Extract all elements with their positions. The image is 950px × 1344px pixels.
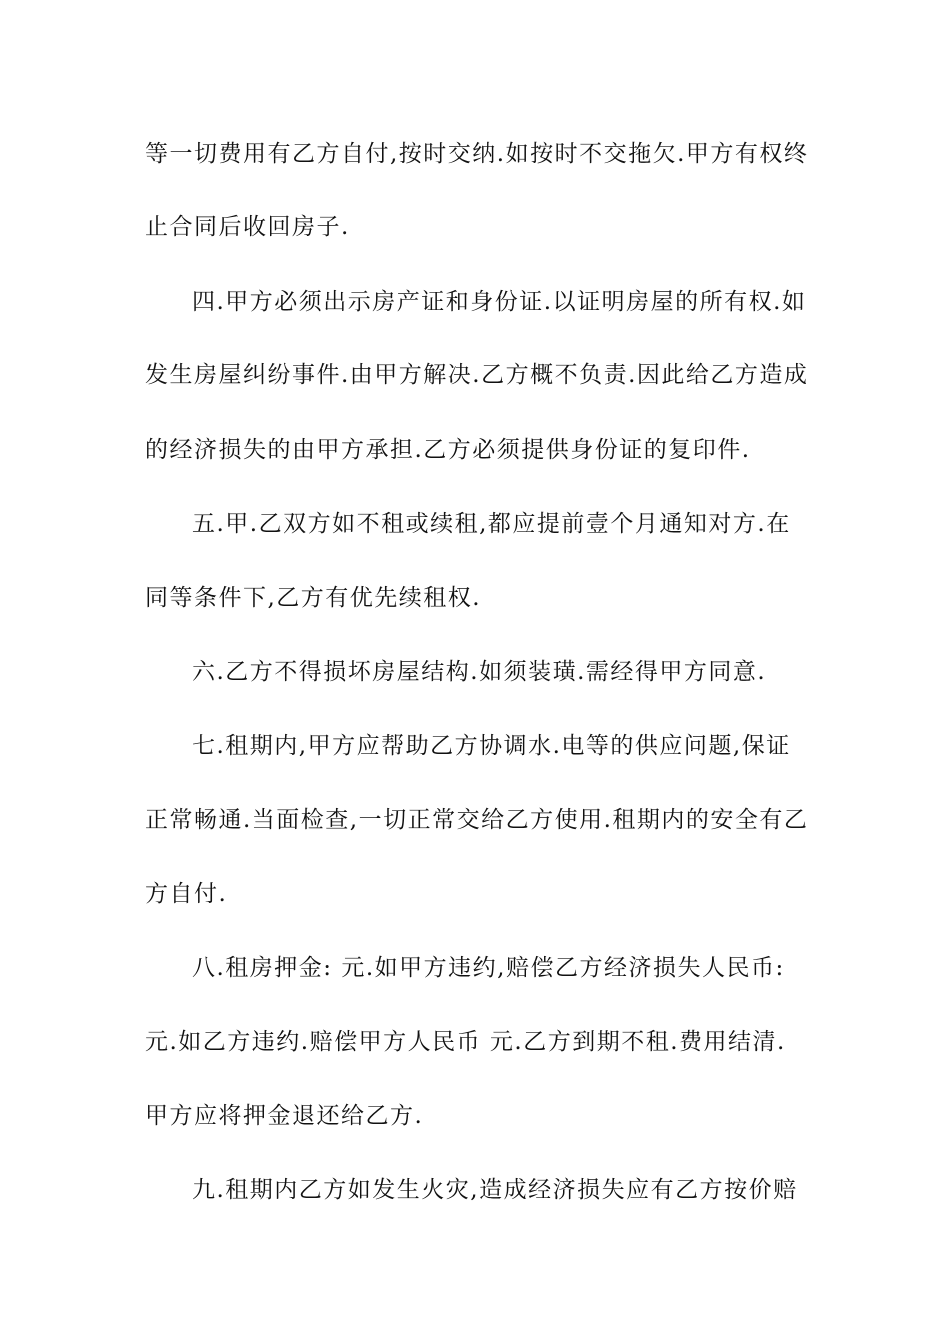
text-line: [0, 355, 950, 395]
text-line: [0, 874, 950, 914]
text-line: [0, 504, 950, 544]
line-text: 发生房屋纠纷事件.由甲方解决.乙方概不负责.因此给乙方造成: [145, 362, 809, 388]
text-line: [0, 1170, 950, 1210]
line-text: 六.乙方不得损坏房屋结构.如须装璜.需经得甲方同意.: [192, 659, 767, 685]
line-text: 同等条件下,乙方有优先续租权.: [145, 585, 482, 611]
line-text: 九.租期内乙方如发生火灾,造成经济损失应有乙方按价赔: [192, 1177, 798, 1203]
line-text: 方自付.: [145, 881, 228, 907]
text-line: [0, 948, 950, 988]
text-line: [0, 134, 950, 174]
text-line: [0, 1022, 950, 1062]
line-text: 四.甲方必须出示房产证和身份证.以证明房屋的所有权.如: [192, 289, 807, 315]
text-line: [0, 652, 950, 692]
text-line: [0, 726, 950, 766]
line-text: 正常畅通.当面检查,一切正常交给乙方使用.租期内的安全有乙: [145, 807, 809, 833]
line-text: 止合同后收回房子.: [145, 214, 350, 240]
line-text: 等一切费用有乙方自付,按时交纳.如按时不交拖欠.甲方有权终: [145, 141, 809, 167]
text-line: [0, 800, 950, 840]
line-text: 甲方应将押金退还给乙方.: [145, 1103, 424, 1129]
text-line: [0, 282, 950, 322]
text-line: [0, 207, 950, 247]
text-line: [0, 578, 950, 618]
line-text: 元.如乙方违约.赔偿甲方人民币 元.乙方到期不租.费用结清.: [145, 1029, 786, 1055]
line-text: 七.租期内,甲方应帮助乙方协调水.电等的供应问题,保证: [192, 733, 791, 759]
text-line: [0, 1096, 950, 1136]
text-line: [0, 430, 950, 470]
line-text: 八.租房押金: 元.如甲方违约,赔偿乙方经济损失人民币:: [192, 955, 785, 981]
line-text: 的经济损失的由甲方承担.乙方必须提供身份证的复印件.: [145, 437, 751, 463]
line-text: 五.甲.乙双方如不租或续租,都应提前壹个月通知对方.在: [192, 511, 791, 537]
